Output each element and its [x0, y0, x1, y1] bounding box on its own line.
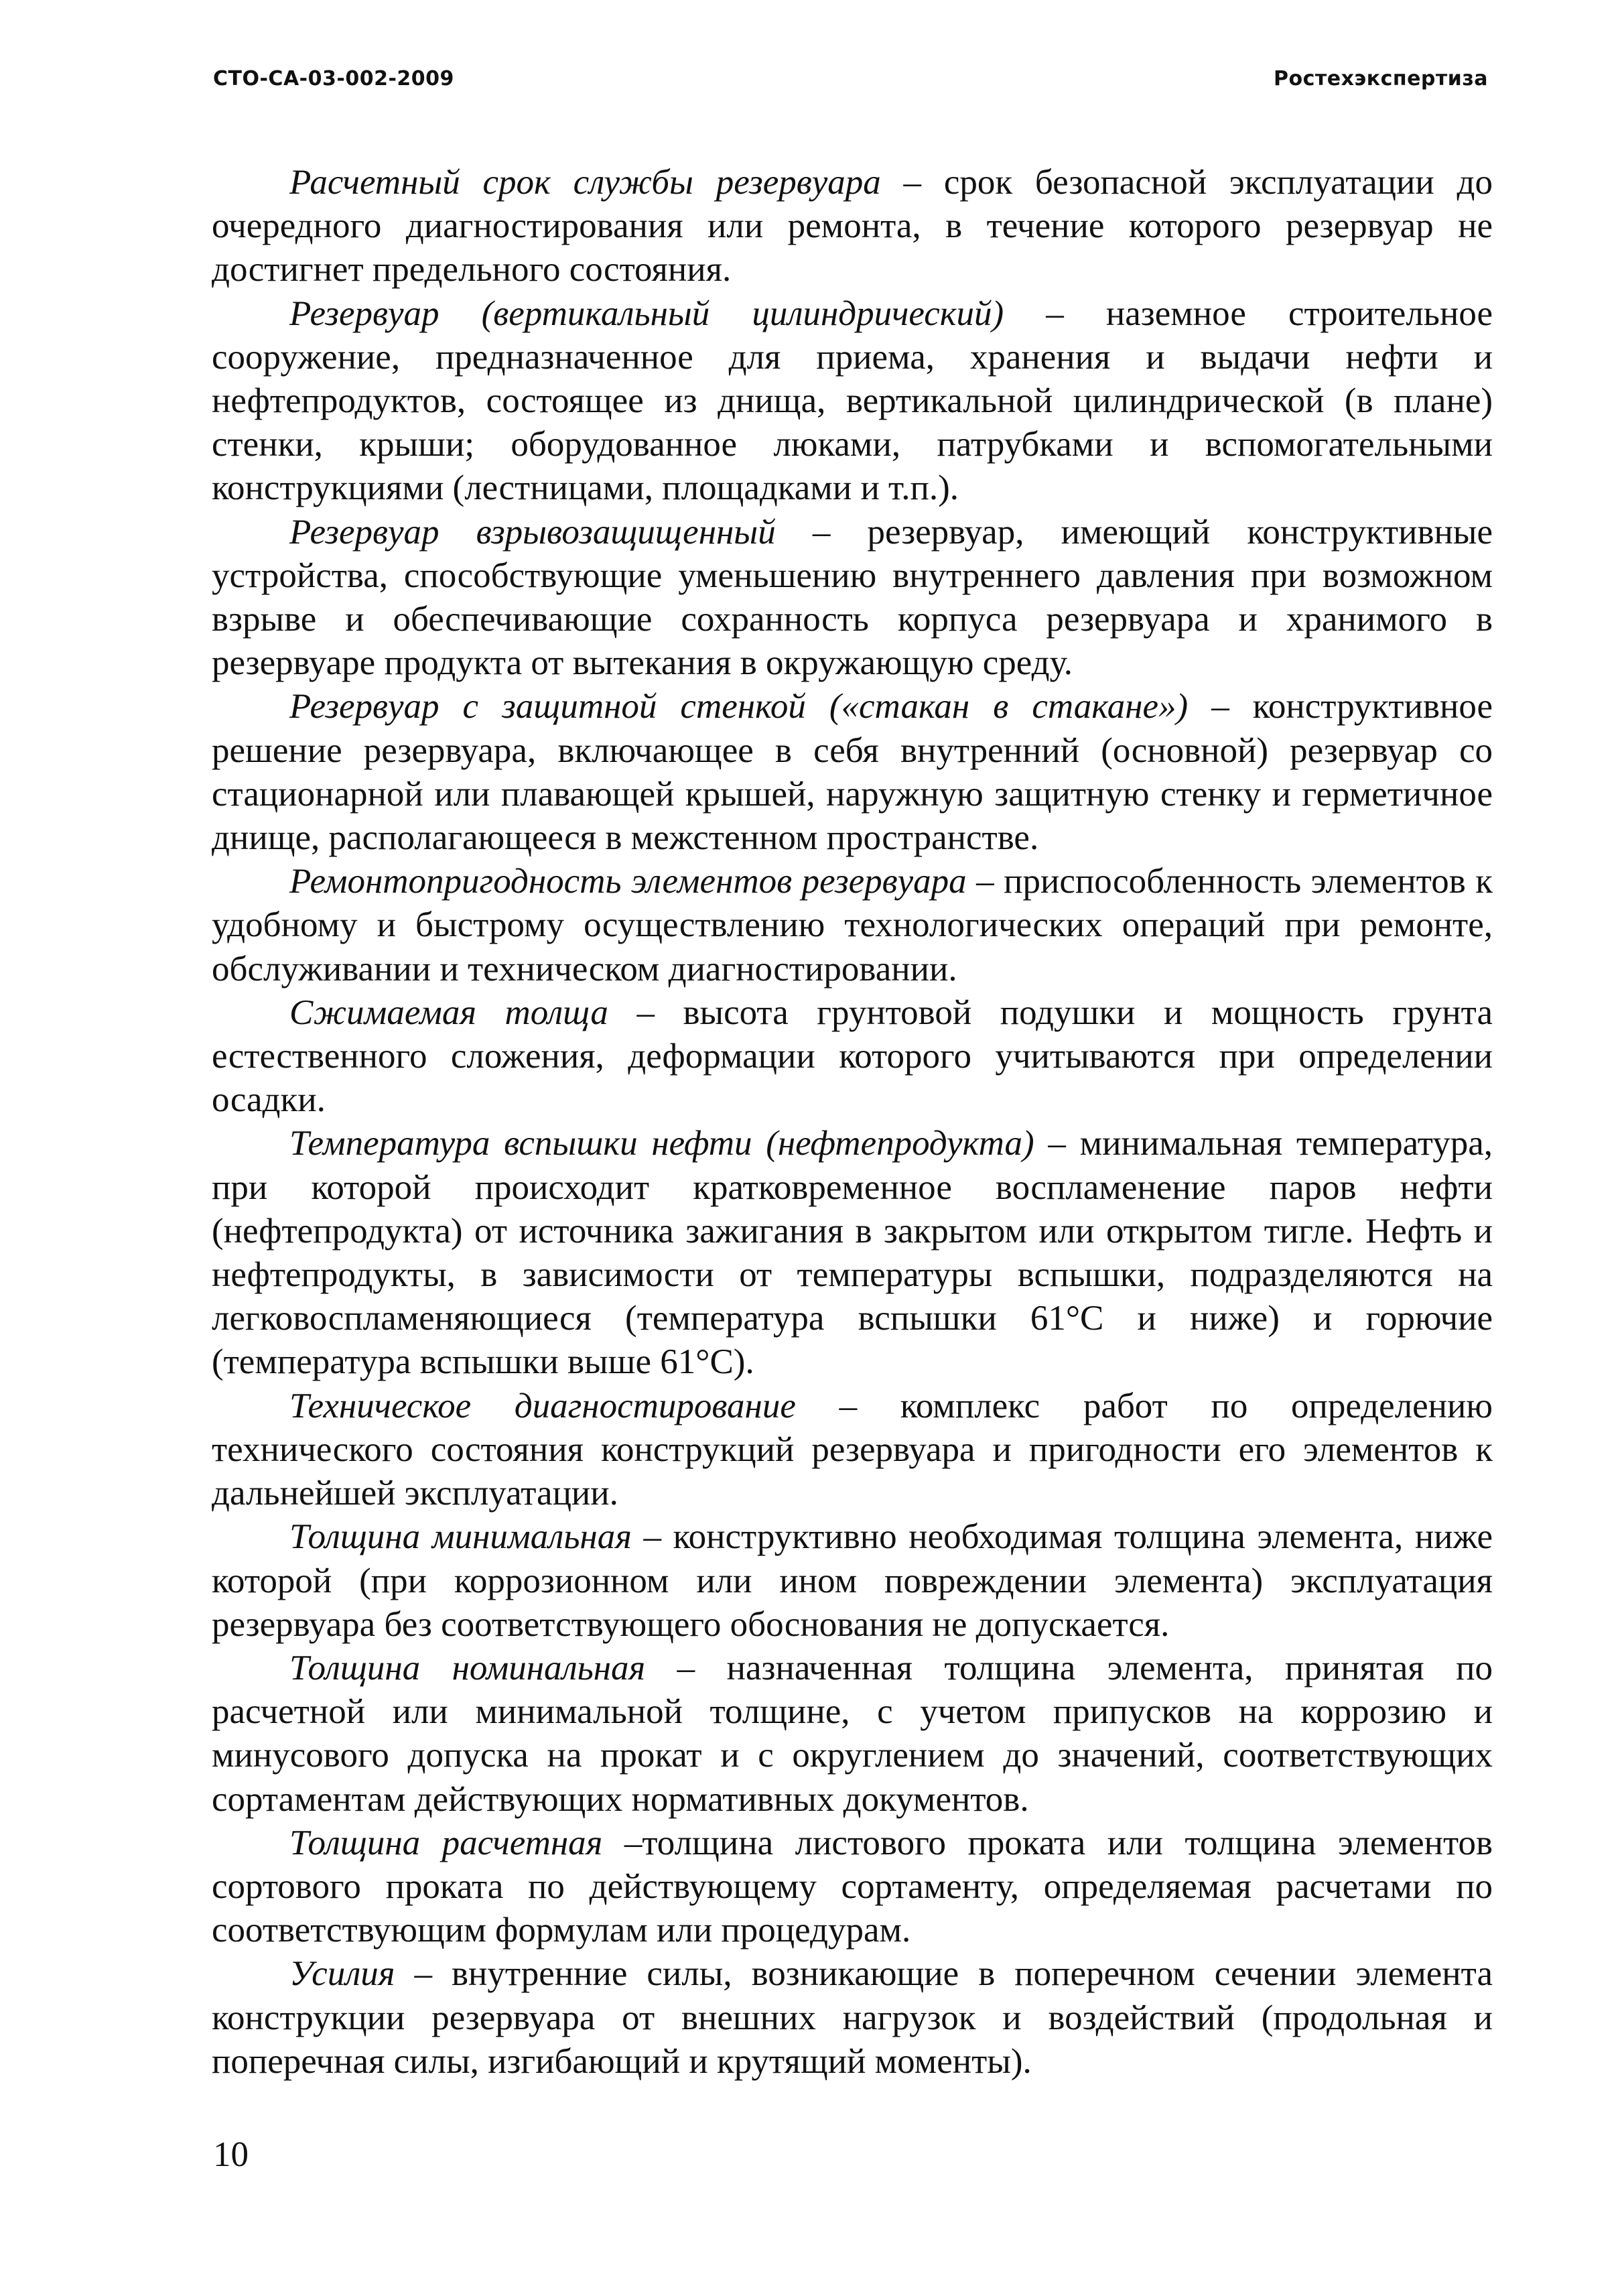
- definition-term: Толщина минимальная: [289, 1517, 632, 1557]
- definition-text: – наземное строительное сооружение, предназначенное для приема, хранения и выдачи нефти и нефтепродуктов, состоящее из днища, вертикальной цилиндрической (в плане) стенки, крыши; оборудованное люками, патрубками и вспомогательными конструкциями (лестницами, площадками и т.п.).: [212, 294, 1493, 508]
- definition-paragraph: [212, 1647, 1493, 1822]
- definition-term: Ремонтопригодность элементов резервуара: [289, 862, 967, 901]
- definition-paragraph: [212, 991, 1493, 1123]
- definition-term: Толщина расчетная: [289, 1823, 603, 1862]
- definition-term: Резервуар (вертикальный цилиндрический): [289, 294, 1004, 333]
- document-code: СТО-СА-03-002-2009: [213, 67, 454, 90]
- definition-term: Сжимаемая толща: [289, 993, 608, 1032]
- definition-paragraph: [212, 1385, 1493, 1516]
- definition-term: Температура вспышки нефти (нефтепродукта): [289, 1124, 1034, 1163]
- definition-term: Техническое диагностирование: [289, 1386, 796, 1425]
- definition-paragraph: [212, 511, 1493, 686]
- definition-text: – резервуар, имеющий конструктивные устройства, способствующие уменьшению внутреннего давления при возможном взрыве и обеспечивающие сохранность корпуса резервуара и хранимого в резервуаре продукта от вытекания в окружающую среду.: [212, 512, 1493, 683]
- definition-term: Толщина номинальная: [289, 1648, 646, 1687]
- definition-paragraph: [212, 1122, 1493, 1384]
- definition-text: – внутренние силы, возникающие в поперечном сечении элемента конструкции резервуара от внешних нагрузок и воздействий (продольная и поперечная силы, изгибающий и крутящий моменты).: [212, 1954, 1493, 2081]
- definition-paragraph: [212, 1952, 1493, 2084]
- definition-text: – приспособленность элементов к удобному и быстрому осуществлению технологических операций при ремонте, обслуживании и техническом диагностировании.: [212, 862, 1493, 988]
- page-header: [213, 67, 1488, 107]
- definition-paragraph: [212, 685, 1493, 860]
- definition-term: Резервуар с защитной стенкой («стакан в стакане»): [289, 687, 1189, 726]
- definition-paragraph: [212, 161, 1493, 292]
- definition-paragraph: [212, 1515, 1493, 1647]
- definition-text: – назначенная толщина элемента, принятая по расчетной или минимальной толщине, с учетом припусков на коррозию и минусового допуска на прокат и с округлением до значений, соответствующих сортаментам действующих нормативных документов.: [212, 1648, 1493, 1819]
- definition-text: – срок безопасной эксплуатации до очередного диагностирования или ремонта, в течение которого резервуар не достигнет предельного состояния.: [212, 163, 1493, 290]
- definition-text: –толщина листового проката или толщина элементов сортового проката по действующему сортаменту, определяемая расчетами по соответствующим формулам или процедурам.: [212, 1823, 1493, 1950]
- definition-term: Усилия: [289, 1954, 395, 1994]
- definition-text: – комплекс работ по определению технического состояния конструкций резервуара и пригодности его элементов к дальнейшей эксплуатации.: [212, 1386, 1493, 1513]
- definitions-list: [212, 161, 1493, 2084]
- definition-term: Расчетный срок службы резервуара: [289, 163, 881, 202]
- definition-text: – конструктивное решение резервуара, включающее в себя внутренний (основной) резервуар со стационарной или плавающей крышей, наружную защитную стенку и герметичное днище, располагающееся в межстенном пространстве.: [212, 687, 1493, 858]
- definition-paragraph: [212, 860, 1493, 991]
- definition-text: – минимальная температура, при которой происходит кратковременное воспламенение паров нефти (нефтепродукта) от источника зажигания в закрытом или открытом тигле. Нефть и нефтепродукты, в зависимости от температуры вспышки, подразделяются на легковоспламеняющиеся (температура вспышки 61°С и ниже) и горючие (температура вспышки выше 61°С).: [212, 1124, 1493, 1382]
- definition-paragraph: [212, 1822, 1493, 1953]
- definition-term: Резервуар взрывозащищенный: [289, 512, 776, 552]
- definition-text: – конструктивно необходимая толщина элемента, ниже которой (при коррозионном или ином повреждении элемента) эксплуатация резервуара без соответствующего обоснования не допускается.: [212, 1517, 1493, 1644]
- organization-name: Ростехэкспертиза: [1273, 67, 1488, 90]
- definition-text: – высота грунтовой подушки и мощность грунта естественного сложения, деформации которого учитываются при определении осадки.: [212, 993, 1493, 1120]
- page-number: 10: [213, 2135, 249, 2174]
- definition-paragraph: [212, 292, 1493, 511]
